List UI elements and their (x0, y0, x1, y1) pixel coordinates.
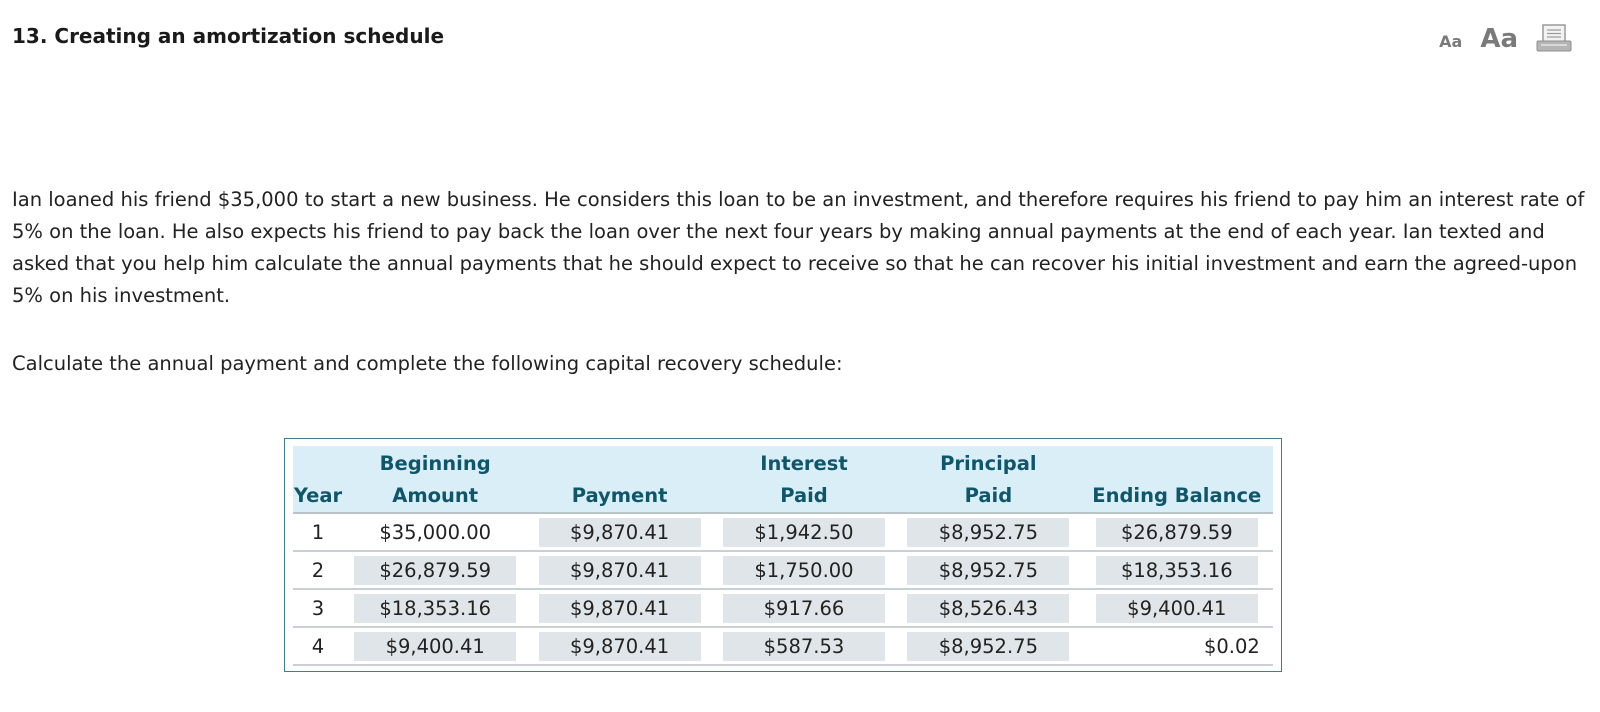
beginning-amount-input[interactable]: $26,879.59 (354, 556, 516, 585)
year-cell: 2 (293, 551, 343, 589)
header-interest-paid: Interest Paid (712, 446, 896, 513)
ending-balance-input[interactable]: $18,353.16 (1096, 556, 1258, 585)
table-row (293, 513, 1273, 551)
table-row (293, 627, 1273, 665)
header-payment: Payment (527, 446, 711, 513)
problem-title: 13. Creating an amortization schedule (12, 24, 445, 48)
schedule-table (293, 446, 1273, 666)
toolbar (1439, 24, 1572, 52)
beginning-amount-input[interactable]: $18,353.16 (354, 594, 516, 623)
header-year: Year (293, 446, 343, 513)
capital-recovery-schedule (284, 438, 1282, 672)
header-principal-paid: Principal Paid (896, 446, 1080, 513)
ending-balance-value: $0.02 (1203, 634, 1260, 658)
principal-paid-input[interactable]: $8,952.75 (907, 632, 1069, 661)
year-cell: 1 (293, 513, 343, 551)
year-cell: 4 (293, 627, 343, 665)
payment-input[interactable]: $9,870.41 (539, 632, 701, 661)
principal-paid-input[interactable]: $8,526.43 (907, 594, 1069, 623)
ending-balance-input[interactable]: $26,879.59 (1096, 518, 1258, 547)
header-ending-balance: Ending Balance (1081, 446, 1273, 513)
interest-paid-input[interactable]: $587.53 (723, 632, 885, 661)
interest-paid-input[interactable]: $1,942.50 (723, 518, 885, 547)
problem-instruction: Calculate the annual payment and complete the following capital recovery schedule: (12, 352, 843, 375)
principal-paid-input[interactable]: $8,952.75 (907, 518, 1069, 547)
header-beginning-amount: Beginning Amount (343, 446, 527, 513)
payment-input[interactable]: $9,870.41 (539, 518, 701, 547)
beginning-amount-value: $35,000.00 (379, 520, 492, 544)
principal-paid-input[interactable]: $8,952.75 (907, 556, 1069, 585)
font-size-large-button[interactable]: Aa (1480, 24, 1518, 54)
ending-balance-input[interactable]: $9,400.41 (1096, 594, 1258, 623)
table-row (293, 551, 1273, 589)
problem-description: Ian loaned his friend $35,000 to start a new business. He considers this loan to be an investment, and therefore requires his friend to pay him an interest rate of 5% on the loan. He also expects his friend to pay back the loan over the next four years by making annual payments at the end of each year. Ian texted and asked that you help him calculate the annual payments that he should expect to receive so that he can recover his initial investment and earn the agreed-upon 5% on his investment. (12, 188, 1585, 307)
interest-paid-input[interactable]: $1,750.00 (723, 556, 885, 585)
payment-input[interactable]: $9,870.41 (539, 556, 701, 585)
beginning-amount-input[interactable]: $9,400.41 (354, 632, 516, 661)
table-header-row (293, 446, 1273, 513)
table-row (293, 589, 1273, 627)
font-size-small-button[interactable]: Aa (1439, 32, 1463, 51)
year-cell: 3 (293, 589, 343, 627)
printer-icon[interactable] (1536, 24, 1572, 52)
interest-paid-input[interactable]: $917.66 (723, 594, 885, 623)
payment-input[interactable]: $9,870.41 (539, 594, 701, 623)
